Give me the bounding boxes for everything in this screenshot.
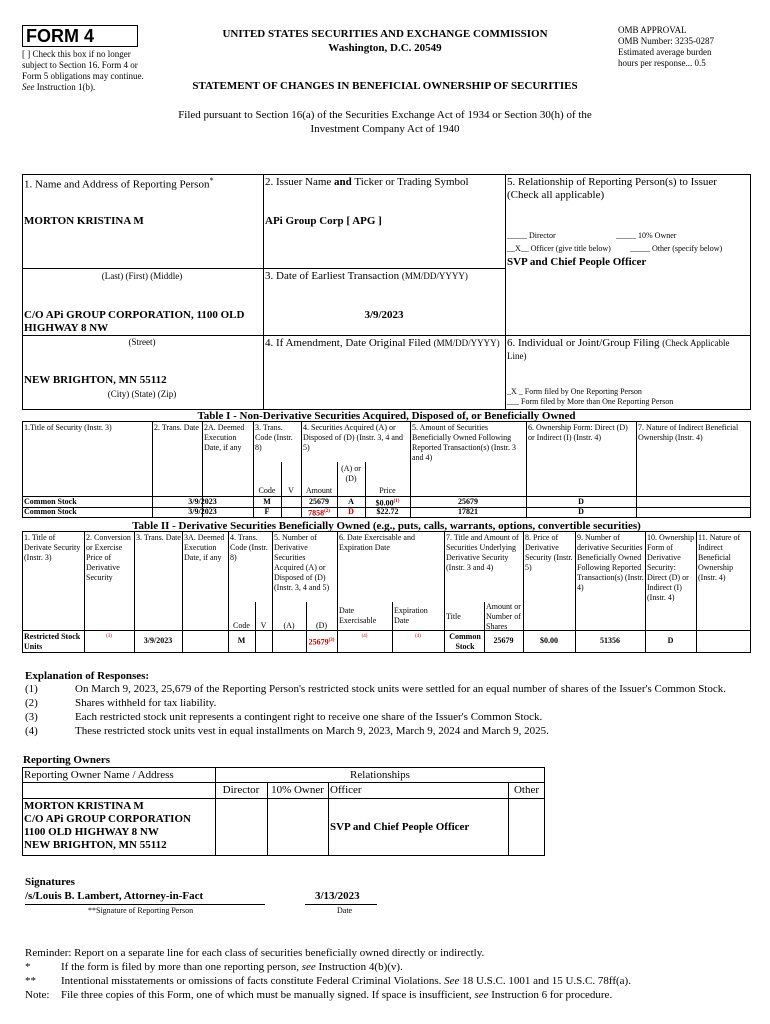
filed-pursuant-line-1: Filed pursuant to Section 16(a) of the Securities Exchange Act of 1934 or Section 30(h) of the bbox=[178, 109, 592, 121]
t2-r1-form: D bbox=[667, 636, 674, 645]
reporting-person-street: C/O APi GROUP CORPORATION, 1100 OLD HIGHWAY 8 NW bbox=[24, 309, 245, 334]
signatures-title: Signatures bbox=[25, 876, 75, 888]
t1-r2-title: Common Stock bbox=[24, 507, 77, 516]
t2-sub-title: Title bbox=[446, 612, 461, 621]
t2-r1-exp: (4) bbox=[415, 634, 421, 639]
t1-h7: 7. Nature of Indirect Beneficial Ownership (Instr. 4) bbox=[638, 423, 739, 442]
omb-approval: OMB APPROVAL OMB Number: 3235-0287 Estimated average burden hours per response... 0.5 bbox=[618, 25, 714, 68]
footnote-4-num: (4) bbox=[25, 725, 38, 737]
t2-r1-owned: 51356 bbox=[600, 636, 620, 645]
reporting-owners-title: Reporting Owners bbox=[23, 754, 111, 766]
agency-location: Washington, D.C. 20549 bbox=[328, 42, 442, 54]
box5-label: 5. Relationship of Reporting Person(s) to Issuer (Check all applicable) bbox=[507, 176, 717, 201]
t2-sub-d: (D) bbox=[315, 621, 328, 630]
reminder-text: Reminder: Report on a separate line for each class of securities beneficially owned directly or indirectly. bbox=[25, 947, 485, 959]
officer-option: __X__ Officer (give title below) bbox=[507, 244, 611, 253]
signature-label: **Signature of Reporting Person bbox=[88, 906, 194, 915]
t1-r2-ad: D bbox=[348, 507, 354, 516]
city-hint: (City) (State) (Zip) bbox=[107, 389, 177, 399]
name-hint: (Last) (First) (Middle) bbox=[101, 271, 183, 281]
box6-label: 6. Individual or Joint/Group Filing (Check Applicable Line) bbox=[507, 337, 730, 361]
footnote-2-num: (2) bbox=[25, 697, 38, 709]
t2-sub-exp: Expiration Date bbox=[394, 606, 428, 625]
ten-percent-option: _____ 10% Owner bbox=[616, 231, 677, 240]
t2-h3a: 3A. Deemed Execution Date, if any bbox=[184, 533, 225, 562]
officer-title: SVP and Chief People Officer bbox=[507, 256, 647, 268]
t1-sub-code: Code bbox=[258, 486, 276, 495]
t1-sub-ad: (A) or (D) bbox=[341, 464, 361, 483]
filed-by-more-option: ___ Form filed by More than One Reporting Person bbox=[507, 397, 674, 406]
box1-label: 1. Name and Address of Reporting Person* bbox=[24, 176, 214, 191]
t1-h1: 1.Title of Security (Instr. 3) bbox=[24, 423, 112, 432]
form-title: FORM 4 bbox=[26, 26, 95, 46]
signer-name: /s/Louis B. Lambert, Attorney-in-Fact bbox=[25, 890, 204, 902]
footnote-1-text: On March 9, 2023, 25,679 of the Reporting Person's restricted stock units were settled for an equal number of shares of the Issuer's Common Stock. bbox=[75, 683, 726, 695]
t2-h9: 9. Number of derivative Securities Beneficially Owned Following Reported Transaction(s) (Instr. 4) bbox=[577, 533, 644, 592]
footnote-4-text: These restricted stock units vest in equal installments on March 9, 2023, March 9, 2024 and March 9, 2025. bbox=[75, 725, 549, 737]
table1-title: Table I - Non-Derivative Securities Acquired, Disposed of, or Beneficially Owned bbox=[197, 410, 576, 422]
note-3-mark: Note: bbox=[25, 989, 50, 1001]
form-title-box bbox=[22, 25, 138, 47]
t1-r1-code: M bbox=[263, 497, 271, 506]
footnote-3-num: (3) bbox=[25, 711, 38, 723]
t2-h7: 7. Title and Amount of Securities Underlying Derivative Security (Instr. 3 and 4) bbox=[446, 533, 519, 572]
note-3-text: File three copies of this Form, one of which must be manually signed. If space is insufficient, see Instruction 6 for procedure. bbox=[61, 989, 613, 1001]
t1-r1-ad: A bbox=[348, 497, 354, 506]
statement-title: STATEMENT OF CHANGES IN BENEFICIAL OWNERSHIP OF SECURITIES bbox=[192, 80, 578, 92]
signature-date: 3/13/2023 bbox=[315, 890, 360, 902]
t1-h6: 6. Ownership Form: Direct (D) or Indirect (I) (Instr. 4) bbox=[528, 423, 628, 442]
t1-h2: 2. Trans. Date bbox=[154, 423, 199, 432]
reporting-person-city: NEW BRIGHTON, MN 55112 bbox=[24, 374, 167, 386]
owners-h-dir: Director bbox=[222, 784, 260, 796]
t1-r1-form: D bbox=[578, 497, 584, 506]
t2-r1-title: Restricted Stock Units bbox=[24, 632, 81, 651]
t1-r1-title: Common Stock bbox=[24, 497, 77, 506]
t2-r1-conv: (3) bbox=[106, 634, 112, 639]
box4-label: 4. If Amendment, Date Original Filed (MM/DD/YYYY) bbox=[265, 337, 500, 349]
earliest-transaction-date: 3/9/2023 bbox=[364, 309, 404, 321]
t2-sub-a: (A) bbox=[283, 621, 295, 630]
owners-h-ten: 10% Owner bbox=[271, 784, 324, 796]
other-option: _____ Other (specify below) bbox=[630, 244, 723, 253]
date-label: Date bbox=[337, 906, 353, 915]
explanation-title: Explanation of Responses: bbox=[25, 670, 150, 682]
footnote-2-text: Shares withheld for tax liability. bbox=[75, 697, 217, 709]
t2-r1-d: 25679$^{(3)}$ bbox=[308, 637, 335, 647]
t1-h4: 4. Securities Acquired (A) or Disposed of (D) (Instr. 3, 4 and 5) bbox=[303, 423, 403, 452]
t2-r1-date: 3/9/2023 bbox=[143, 636, 173, 645]
footnote-3-text: Each restricted stock unit represents a contingent right to receive one share of the Issuer's Common Stock. bbox=[75, 711, 543, 723]
t1-sub-v: V bbox=[288, 486, 294, 495]
t2-h1: 1. Title of Derivate Security (Instr. 3) bbox=[24, 533, 81, 562]
t1-r2-date: 3/9/2023 bbox=[188, 507, 217, 516]
owner-address: MORTON KRISTINA M C/O APi GROUP CORPORATION 1100 OLD HIGHWAY 8 NW NEW BRIGHTON, MN 55112 bbox=[24, 800, 191, 851]
t1-r1-amount: 25679 bbox=[309, 497, 329, 506]
t1-sub-amount: Amount bbox=[305, 486, 333, 495]
t2-h3: 3. Trans. Date bbox=[136, 533, 181, 542]
t2-r1-u-title: Common Stock bbox=[449, 632, 481, 651]
t1-r2-code: F bbox=[264, 507, 270, 516]
t1-h5: 5. Amount of Securities Beneficially Owned Following Reported Transaction(s) (Instr. 3 and 4) bbox=[412, 423, 516, 462]
t2-sub-exer: Date Exercisable bbox=[339, 606, 377, 625]
street-hint: (Street) bbox=[128, 337, 156, 347]
box2-label: 2. Issuer Name and Ticker or Trading Symbol bbox=[265, 176, 469, 188]
filed-pursuant-line-2: Investment Company Act of 1940 bbox=[310, 123, 460, 135]
t1-r1-owned: 25679 bbox=[458, 497, 478, 506]
t1-r2-owned: 17821 bbox=[458, 507, 478, 516]
t2-h6: 6. Date Exercisable and Expiration Date bbox=[339, 533, 415, 552]
reporting-person-name: MORTON KRISTINA M bbox=[24, 215, 144, 227]
owners-h-off: Officer bbox=[330, 784, 362, 796]
t2-h2: 2. Conversion or Exercise Price of Derivative Security bbox=[86, 533, 131, 582]
t1-r2-form: D bbox=[578, 507, 584, 516]
t1-r1-date: 3/9/2023 bbox=[188, 497, 217, 506]
owner-officer-title: SVP and Chief People Officer bbox=[330, 821, 470, 833]
t2-r1-u-amt: 25679 bbox=[493, 636, 514, 645]
owners-h-rel: Relationships bbox=[350, 769, 410, 781]
t2-h5: 5. Number of Derivative Securities Acquired (A) or Disposed of (D) (Instr. 3, 4 and 5) bbox=[274, 533, 330, 592]
t2-sub-code: Code bbox=[233, 621, 250, 630]
filed-by-one-option: _X _ Form filed by One Reporting Person bbox=[507, 387, 642, 396]
t2-h4: 4. Trans. Code (Instr. 8) bbox=[230, 533, 268, 562]
t1-sub-price: Price bbox=[379, 486, 396, 495]
t2-sub-v: V bbox=[260, 621, 267, 630]
t1-r1-price: $0.00$^{(1)}$ bbox=[375, 498, 400, 508]
t2-h8: 8. Price of Derivative Security (Instr. 5) bbox=[525, 533, 573, 572]
t2-h10: 10. Ownership Form of Derivative Security: Direct (D) or Indirect (I) (Instr. 4) bbox=[647, 533, 695, 602]
owners-h-oth: Other bbox=[513, 784, 540, 796]
t2-r1-code: M bbox=[237, 636, 246, 645]
note-1-text: If the form is filed by more than one reporting person, see Instruction 4(b)(v). bbox=[61, 961, 403, 973]
director-option: _____ Director bbox=[507, 231, 556, 240]
t2-sub-amt: Amount or Number of Shares bbox=[486, 602, 521, 631]
t1-h3: 3. Trans. Code (Instr. 8) bbox=[255, 423, 293, 452]
check-box-note: [ ] Check this box if no longer subject to Section 16. Form 4 or Form 5 obligations may continue. See Instruction 1(b). bbox=[22, 49, 144, 92]
t2-r1-price: $0.00 bbox=[540, 636, 558, 645]
table2-title: Table II - Derivative Securities Beneficially Owned (e.g., puts, calls, warrants, options, convertible securities) bbox=[132, 520, 641, 532]
agency-name: UNITED STATES SECURITIES AND EXCHANGE COMMISSION bbox=[222, 28, 548, 40]
footnote-1-num: (1) bbox=[25, 683, 38, 695]
t2-h11: 11. Nature of Indirect Beneficial Ownership (Instr. 4) bbox=[698, 533, 741, 582]
issuer-name: APi Group Corp [ APG ] bbox=[265, 215, 382, 227]
note-1-mark: * bbox=[25, 961, 31, 973]
owners-h-name: Reporting Owner Name / Address bbox=[24, 769, 174, 781]
t1-r2-amount: 7858$^{(2)}$ bbox=[308, 508, 330, 518]
note-2-text: Intentional misstatements or omissions of facts constitute Federal Criminal Violations. See 18 U.S.C. 1001 and 15 U.S.C. 78ff(a). bbox=[61, 975, 631, 987]
box3-label: 3. Date of Earliest Transaction (MM/DD/YYYY) bbox=[265, 270, 468, 282]
t1-h2a: 2A. Deemed Execution Date, if any bbox=[204, 423, 245, 452]
t2-r1-exer: (4) bbox=[361, 634, 368, 639]
t1-r2-price: $22.72 bbox=[376, 507, 399, 516]
note-2-mark: ** bbox=[25, 975, 36, 987]
